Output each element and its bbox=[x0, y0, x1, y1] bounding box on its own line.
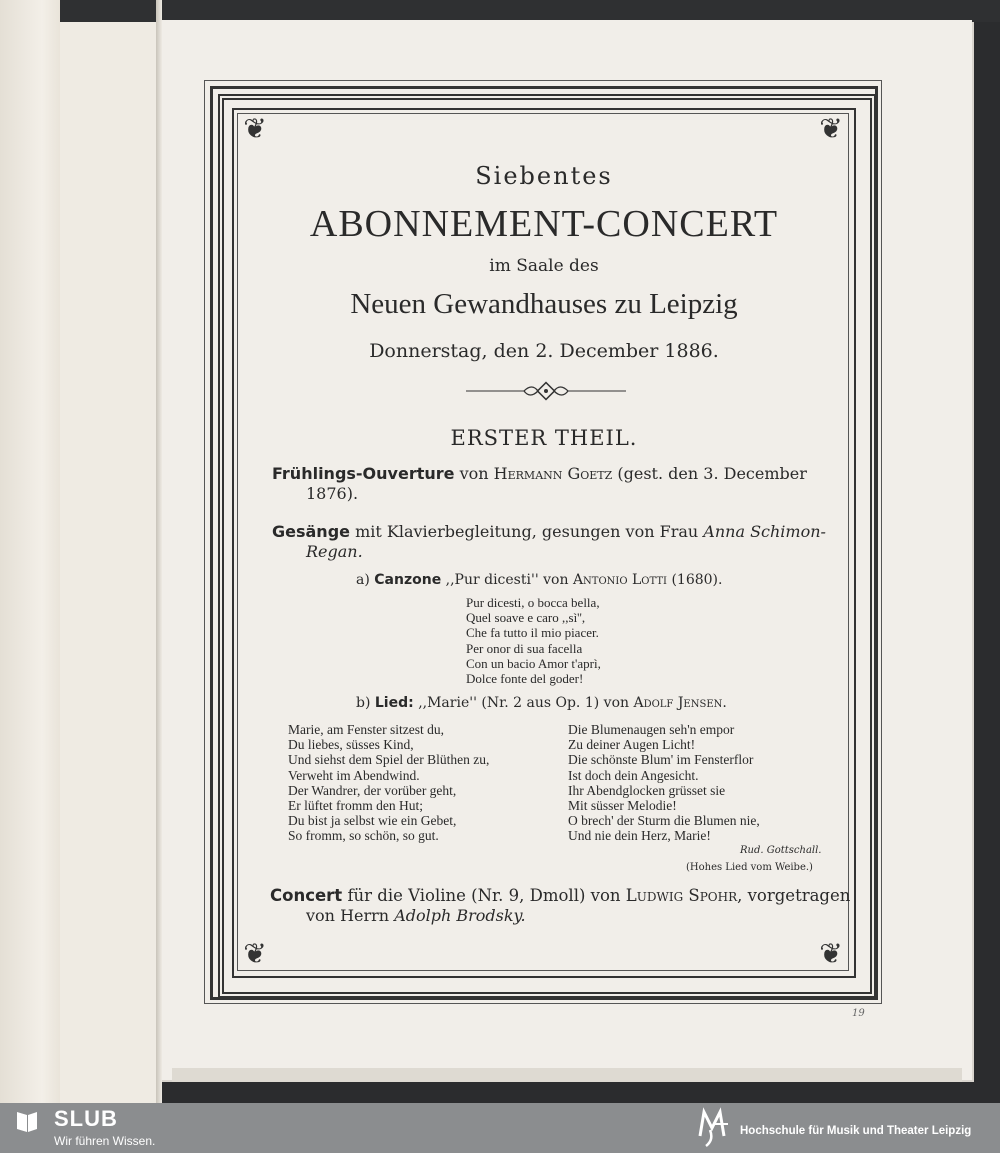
poem-line: Ihr Abendglocken grüsset sie bbox=[568, 782, 726, 798]
lied-entry: b) Lied: ,,Marie'' (Nr. 2 aus Op. 1) von Adolf Jensen. bbox=[356, 695, 727, 711]
concert-performer: Adolph Brodsky. bbox=[394, 906, 526, 925]
overture-entry bbox=[272, 464, 807, 483]
poem-line: Ist doch dein Angesicht. bbox=[568, 767, 699, 783]
corner-flourish-icon: ❦ bbox=[243, 937, 267, 970]
poem-line: Mit süsser Melodie! bbox=[568, 798, 677, 814]
lied-title: ,,Marie'' (Nr. 2 aus Op. 1) von bbox=[418, 695, 630, 711]
poem-line: O brech' der Sturm die Blumen nie, bbox=[568, 813, 760, 829]
concert-performer-line: von Herrn Adolph Brodsky. bbox=[306, 906, 526, 925]
overture-by: von bbox=[459, 464, 489, 483]
canzone-text bbox=[466, 595, 601, 686]
institution-name[interactable]: Hochschule für Musik und Theater Leipzig bbox=[740, 1125, 972, 1137]
concert-date: Donnerstag, den 2. December 1886. bbox=[369, 340, 719, 362]
corner-flourish-icon: ❦ bbox=[243, 112, 267, 145]
gutter bbox=[156, 0, 162, 1103]
corner-flourish-icon: ❦ bbox=[819, 112, 843, 145]
overture-note: (gest. den 3. December bbox=[617, 464, 807, 483]
overture-note-cont: 1876). bbox=[306, 484, 359, 503]
canzone-composer: Antonio Lotti bbox=[572, 572, 667, 588]
poem-line: Die schönste Blum' im Fensterflor bbox=[568, 752, 754, 768]
poem-line: Dolce fonte del goder! bbox=[466, 671, 584, 687]
page-edge bbox=[172, 1068, 962, 1082]
canzone-name: Canzone bbox=[374, 572, 442, 588]
canzone-entry: a) Canzone ,,Pur dicesti'' von Antonio Lotti (1680). bbox=[356, 572, 723, 588]
hmt-logo-icon[interactable] bbox=[694, 1106, 732, 1148]
concert-composer: Ludwig Spohr bbox=[625, 886, 738, 905]
lied-text-left bbox=[288, 722, 489, 844]
canzone-title: ,,Pur dicesti'' von bbox=[445, 572, 569, 588]
poem-line: Per onor di sua facella bbox=[466, 640, 583, 656]
poem-line: Die Blumenaugen seh'n empor bbox=[568, 722, 735, 737]
poem-line: Du liebes, süsses Kind, bbox=[288, 737, 414, 753]
venue: Neuen Gewandhauses zu Leipzig bbox=[350, 288, 738, 320]
poem-line: Verweht im Abendwind. bbox=[288, 767, 420, 783]
lied-name: Lied: bbox=[374, 695, 414, 711]
overture-composer: Hermann Goetz bbox=[493, 464, 613, 483]
poem-line: Und nie dein Herz, Marie! bbox=[568, 828, 711, 844]
corner-flourish-icon: ❦ bbox=[819, 937, 843, 970]
concert-entry: Concert für die Violine (Nr. 9, Dmoll) von Ludwig Spohr, vorgetragen bbox=[270, 886, 851, 905]
scan-background bbox=[60, 0, 1000, 22]
poem-line: Marie, am Fenster sitzest du, bbox=[288, 722, 444, 737]
concert-desc: für die Violine (Nr. 9, Dmoll) von bbox=[347, 886, 621, 905]
poem-line: Er lüftet fromm den Hut; bbox=[288, 798, 423, 814]
concert-name: Concert bbox=[270, 886, 343, 905]
songs-singer: Anna Schimon- bbox=[703, 522, 826, 541]
poem-line: Und siehst dem Spiel der Blüthen zu, bbox=[288, 752, 490, 768]
lied-text-right bbox=[568, 722, 760, 844]
poem-line: So fromm, so schön, so gut. bbox=[288, 828, 439, 844]
canzone-year: (1680). bbox=[671, 572, 723, 588]
ornament-divider-icon bbox=[466, 378, 626, 404]
poem-line: Quel soave e caro ,,sì'', bbox=[466, 610, 586, 626]
poem-line: Pur dicesti, o bocca bella, bbox=[466, 595, 600, 610]
slub-logo-icon[interactable] bbox=[14, 1108, 40, 1134]
poem-line: Zu deiner Augen Licht! bbox=[568, 737, 696, 753]
songs-desc: mit Klavierbegleitung, gesungen von Frau bbox=[355, 522, 699, 541]
location-prefix: im Saale des bbox=[489, 256, 599, 276]
concert-ordinal: Siebentes bbox=[475, 162, 613, 190]
part-heading: ERSTER THEIL. bbox=[450, 426, 638, 450]
songs-name: Gesänge bbox=[272, 522, 350, 541]
poem-line: Du bist ja selbst wie ein Gebet, bbox=[288, 813, 457, 829]
page-number: 19 bbox=[852, 1008, 865, 1019]
book-spine bbox=[0, 0, 60, 1103]
library-name[interactable]: SLUB bbox=[54, 1106, 118, 1131]
poet-credit: Rud. Gottschall. bbox=[740, 845, 822, 856]
songs-singer-cont: Regan. bbox=[306, 542, 363, 561]
poem-source: (Hohes Lied vom Weibe.) bbox=[686, 862, 813, 873]
library-tagline: Wir führen Wissen. bbox=[54, 1134, 156, 1148]
overture-name: Frühlings-Ouverture bbox=[272, 464, 455, 483]
poem-line: Che fa tutto il mio piacer. bbox=[466, 625, 599, 641]
concert-title: ABONNEMENT-CONCERT bbox=[309, 203, 779, 245]
lied-composer: Adolf Jensen. bbox=[633, 695, 727, 711]
poem-line: Con un bacio Amor t'aprì, bbox=[466, 655, 601, 671]
songs-entry bbox=[272, 522, 826, 541]
poem-line: Der Wandrer, der vorüber geht, bbox=[288, 782, 457, 798]
